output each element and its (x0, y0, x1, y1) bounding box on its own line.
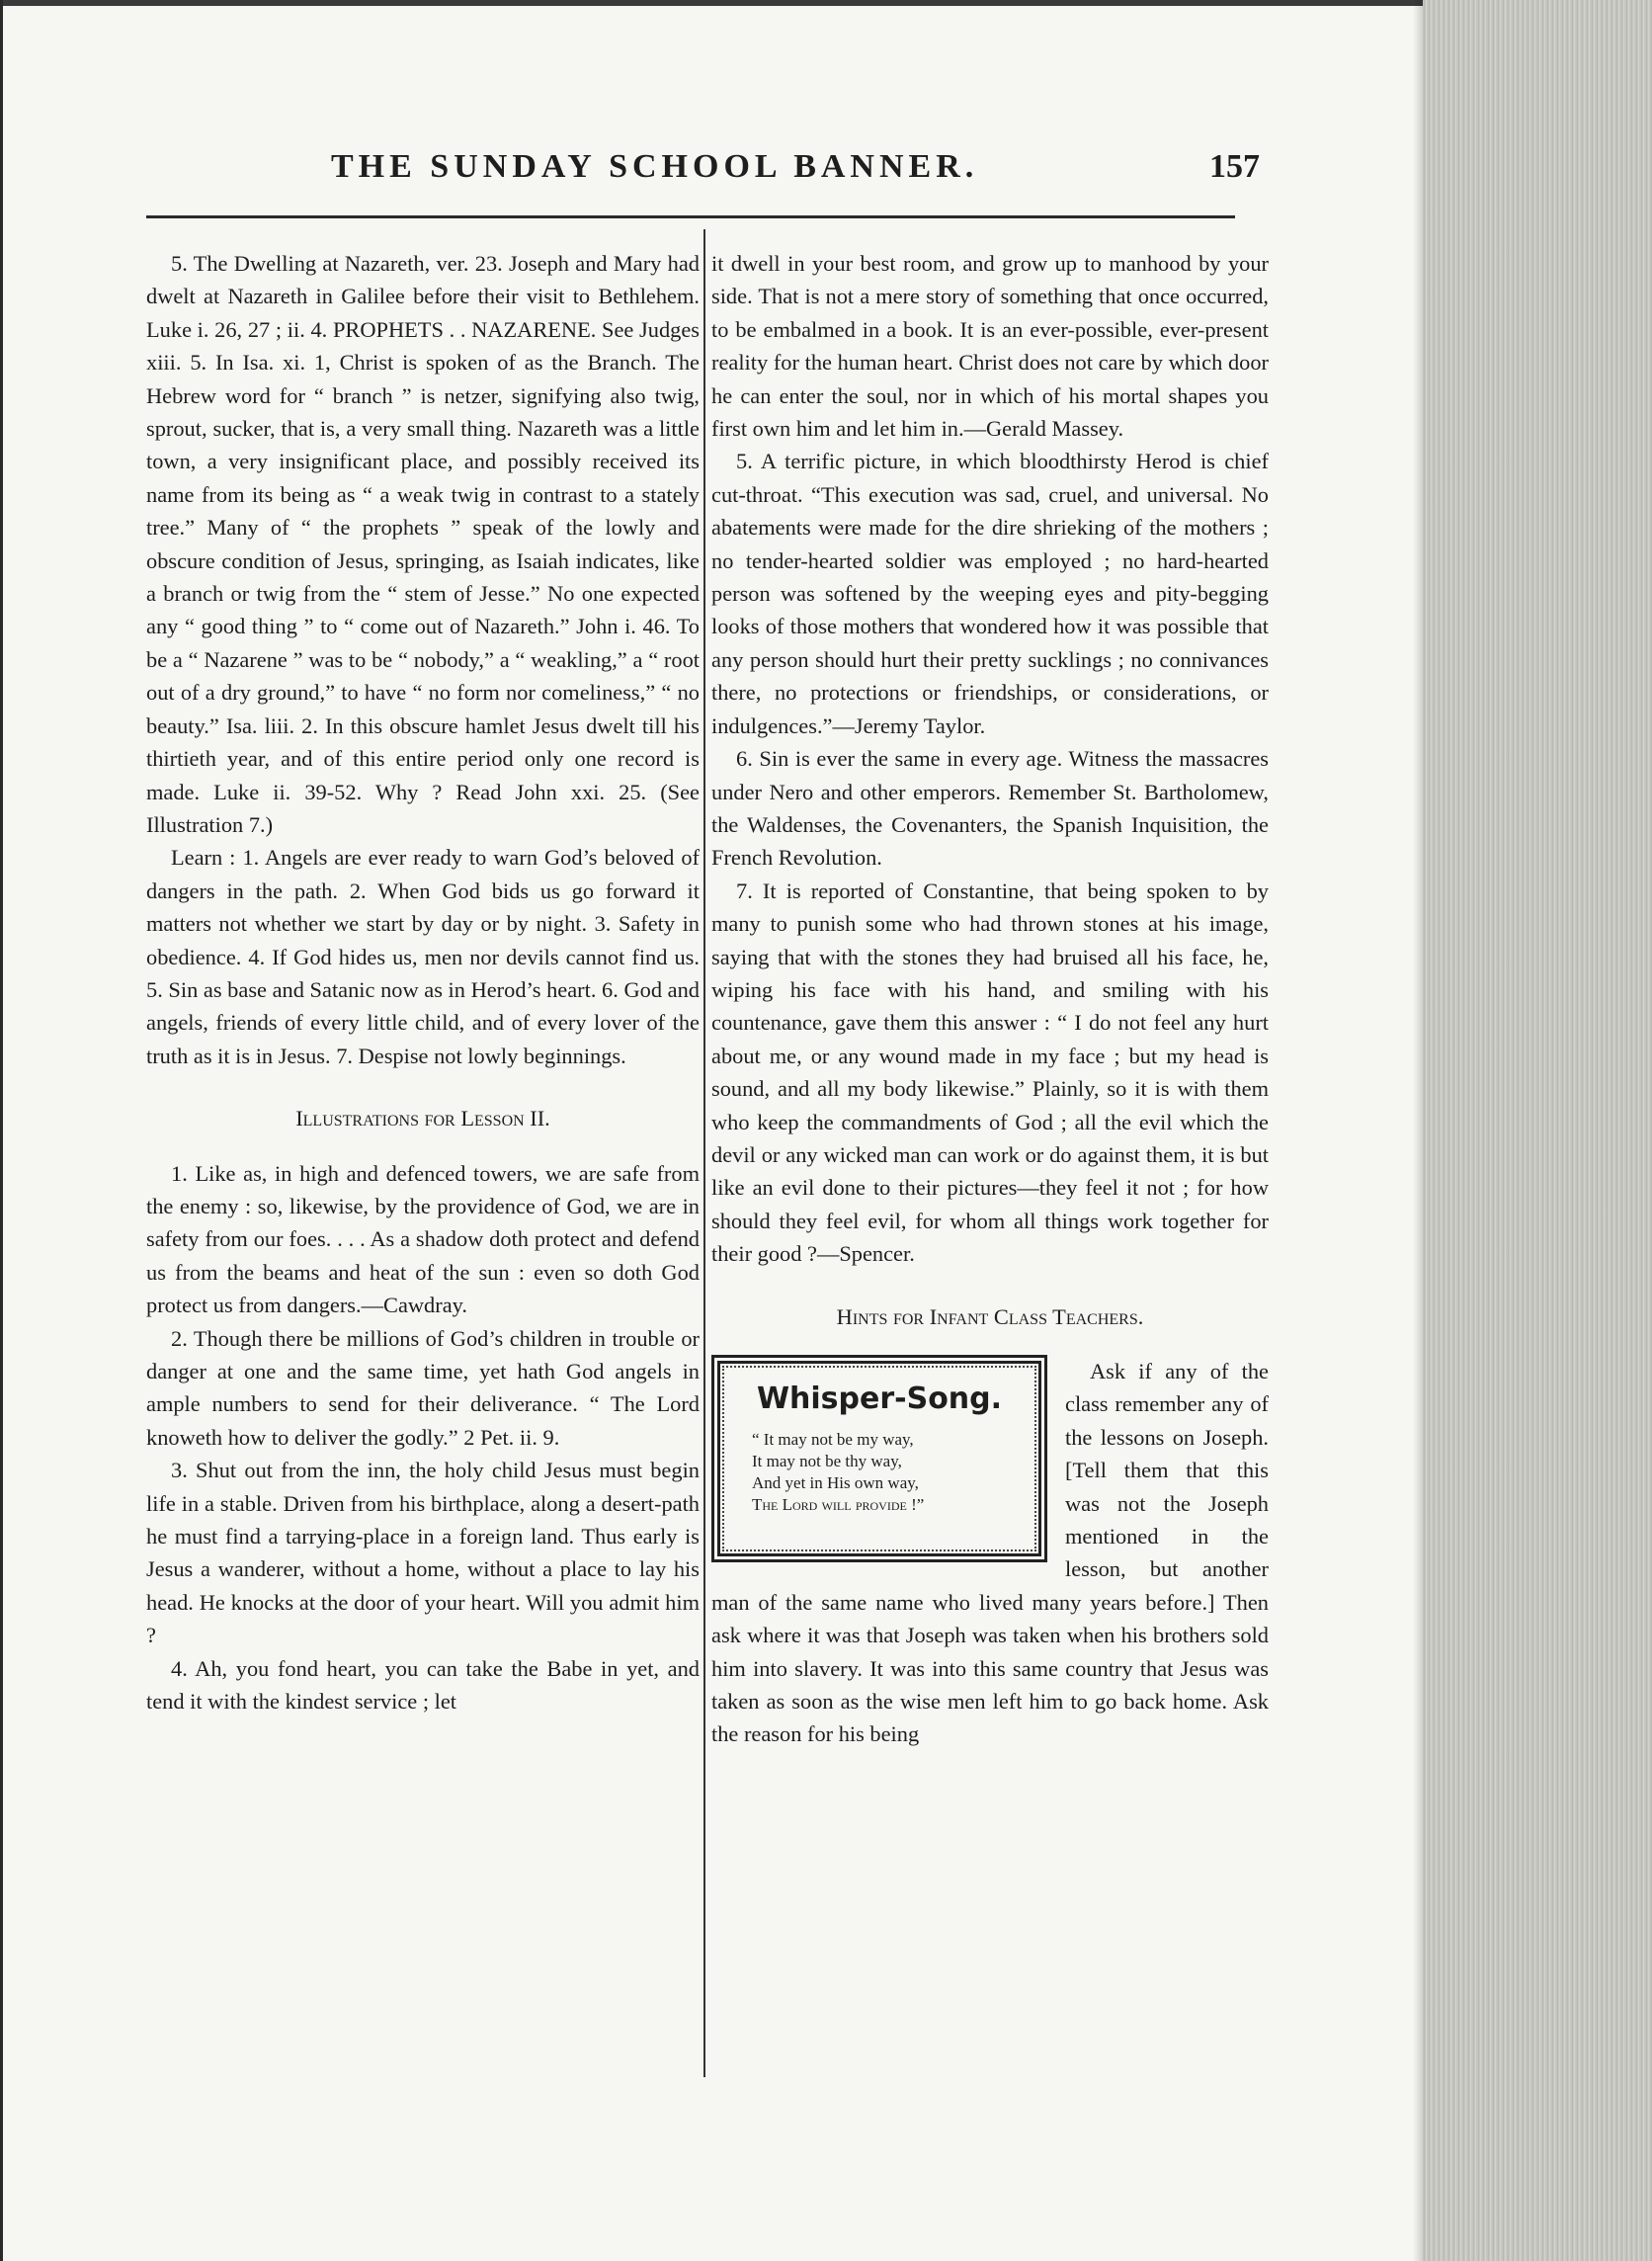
song-title: Whisper-Song. (756, 1382, 1003, 1416)
left-border (0, 0, 3, 2261)
book-page-edges (1423, 0, 1652, 2261)
running-header (331, 148, 1260, 198)
song-line: It may not be thy way, (752, 1452, 902, 1470)
top-border (0, 0, 1423, 6)
illustration-3: 3. Shut out from the inn, the holy child Jesus must begin life in a stable. Driven from his birthplace, along a desert-path he must find a tarrying-place in a foreign land. Thus early is Jesus a wanderer, without a home, without a place to lay his head. He knocks at the door of your heart. Will you admit him ? (146, 1458, 700, 1648)
journal-title: THE SUNDAY SCHOOL BANNER. (331, 148, 979, 185)
illustration-2: 2. Though there be millions of God’s children in trouble or danger at one and the same time, yet hath God angels in ample numbers to send for their deliverance. “ The Lord knoweth how to deliver the godly.” 2 Pet. ii. 9. (146, 1325, 700, 1450)
illustration-6: 6. Sin is ever the same in every age. Witness the massacres under Nero and other emperors. Remember St. Bartholomew, the Waldenses, the Covenanters, the Spanish Inquisition, the French Revolution. (711, 746, 1269, 871)
page-number: 157 (1209, 148, 1260, 185)
column-divider (703, 229, 705, 2077)
header-rule (146, 215, 1235, 218)
song-line: And yet in His own way, (752, 1473, 919, 1492)
paragraph-continuation: it dwell in your best room, and grow up to manhood by your side. That is not a mere story of something that once occurred, to be embalmed in a book. It is an ever-possible, ever-present reality for the human heart. Christ does not care by which door he can enter the soul, nor in which of his mortal shapes you first own him and let him in.—Gerald Massey. (711, 251, 1269, 442)
song-line: “ It may not be my way, (752, 1430, 914, 1449)
section-heading-illustrations: Illustrations for Lesson II. (295, 1106, 550, 1131)
illustration-4: 4. Ah, you fond heart, you can take the Babe in yet, and tend it with the kindest service ; let (146, 1655, 700, 1715)
section-heading-hints: Hints for Infant Class Teachers. (836, 1303, 1144, 1329)
left-column (146, 247, 700, 1717)
right-column (711, 247, 1269, 1751)
paragraph-dwelling-at-nazareth: 5. The Dwelling at Nazareth, ver. 23. Joseph and Mary had dwelt at Nazareth in Galilee before their visit to Bethlehem. Luke i. 26, 27 ; ii. 4. PROPHETS . . NAZARENE. See Judges xiii. 5. In Isa. xi. 1, Christ is spoken of as the Branch. The Hebrew word for “ branch ” is netzer, signifying also twig, sprout, sucker, that is, a very small thing. Nazareth was a little town, a very insignificant place, and possibly received its name from its being as “ a weak twig in contrast to a stately tree.” Many of “ the prophets ” speak of the lowly and obscure condition of Jesus, springing, as Isaiah indicates, like a branch or twig from the “ stem of Jesse.” No one expected any “ good thing ” to “ come out of Nazareth.” John i. 46. To be a “ Nazarene ” was to be “ nobody,” a “ weakling,” a “ root out of a dry ground,” to have “ no form nor comeliness,” “ no beauty.” Isa. liii. 2. In this obscure hamlet Jesus dwelt till his thirtieth year, and of this entire period only one record is made. Luke ii. 39-52. Why ? Read John xxi. 25. (See Illustration 7.) (146, 251, 700, 837)
hints-section (711, 1355, 1269, 1751)
song-line: The Lord will provide !” (752, 1495, 925, 1514)
illustration-5: 5. A terrific picture, in which bloodthirsty Herod is chief cut-throat. “This execution was sad, cruel, and universal. No abatements were made for the dire shrieking of the mothers ; no tender-hearted soldier was employed ; no hard-hearted person was softened by the weeping eyes and pity-begging looks of those mothers that wondered how it was possible that any person should hurt their pretty sucklings ; no connivances there, no protections or friendships, or considerations, or indulgences.”—Jeremy Taylor. (711, 449, 1269, 738)
illustration-7: 7. It is reported of Constantine, that being spoken to by many to punish some who had thrown stones at his image, saying that with the stones they had bruised all his face, he, wiping his face with his hand, and smiling with his countenance, gave them this answer : “ I do not feel any hurt about me, or any wound made in my face ; but my head is sound, and all my body likewise.” Plainly, so it is with them who keep the commandments of God ; all the evil which the devil or any wicked man can work or do against them, it is but like an evil done to their pictures—they feel it not ; for how should they feel evil, for whom all things work together for their good ?—Spencer. (711, 878, 1269, 1267)
whisper-song-box (711, 1355, 1047, 1562)
paragraph-hints: Ask if any of the class remember any of the lessons on Joseph. [Tell them that this was not the Joseph mentioned in the lesson, but another man of the same name who lived many years before.] Then ask where it was that Joseph was taken when his brothers sold him into slavery. It was into this same country that Jesus was taken as soon as the wise men left him to go back home. Ask the reason for his being (711, 1359, 1269, 1747)
paragraph-learn: Learn : 1. Angels are ever ready to warn God’s beloved of dangers in the path. 2. When God bids us go forward it matters not whether we start by day or by night. 3. Safety in obedience. 4. If God hides us, men nor devils cannot find us. 5. Sin as base and Satanic now as in Herod’s heart. 6. God and angels, friends of every little child, and of every lover of the truth as it is in Jesus. 7. Despise not lowly beginnings. (146, 845, 700, 1068)
illustration-1: 1. Like as, in high and defenced towers, we are safe from the enemy : so, likewise, by the providence of God, we are in safety from our foes. . . . As a shadow doth protect and defend us from the beams and heat of the sun : even so doth God protect us from dangers.—Cawdray. (146, 1160, 700, 1318)
